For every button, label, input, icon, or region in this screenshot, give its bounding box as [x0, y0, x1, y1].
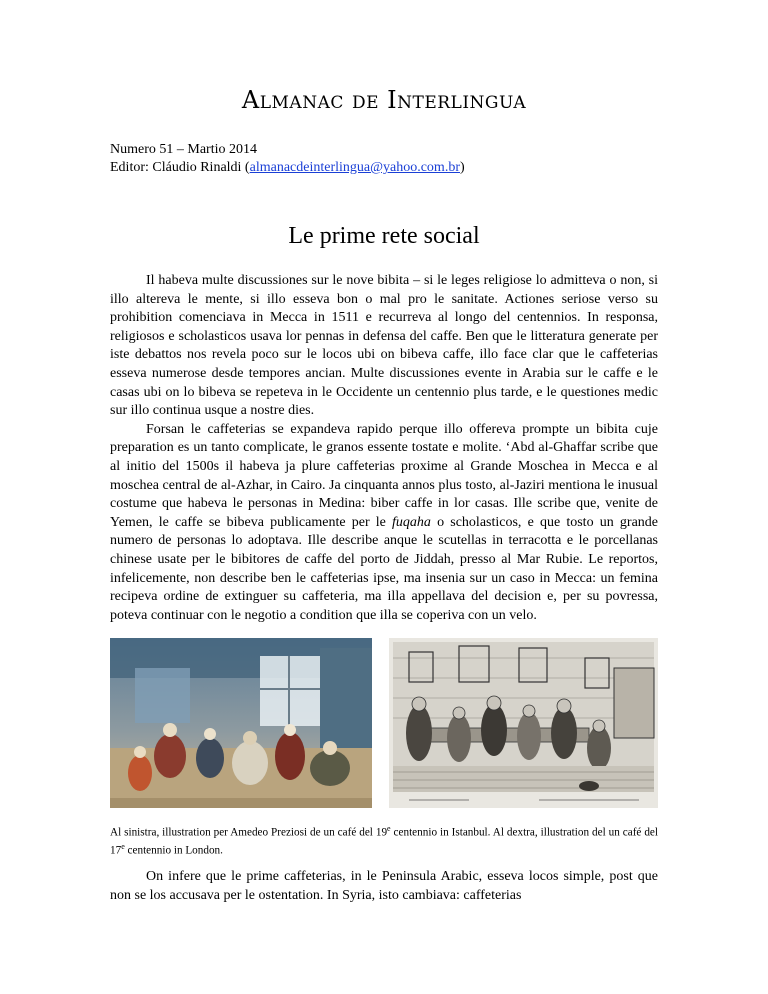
paragraph: On infere que le prime caffeterias, in le Peninsula Arabic, esseva locos simple, post que non se los accusava per le ostentation. In Syria, isto cambiava: caffeterias — [110, 869, 658, 903]
editor-email-link[interactable]: almanacdeinterlingua@yahoo.com.br — [249, 160, 460, 175]
london-cafe-engraving — [389, 638, 658, 808]
istanbul-cafe-illustration — [110, 638, 372, 808]
editor-line — [110, 159, 465, 177]
article-title: Le prime rete social — [288, 223, 480, 249]
caption-text: Al sinistra, illustration per Amedeo Preziosi de un café del 19 — [110, 826, 388, 839]
caption-text: centennio in Istanbul. Al dextra, illustration del un café del 17 — [110, 826, 658, 857]
paragraph — [110, 421, 658, 626]
paragraph-text: Forsan le caffeterias se expandeva rapido perque illo offereva prompte un bibita cuje preparation es un tanto complicate, le granos essente tostate e molite. ‘Abd al-Ghaffar scribe que al initio del 1500s il habeva ja plure caffeterias proxime al Grande Moschea in Mecca e al moschea central de al-Azhar, in Cairo. Ja cinquanta annos plus tosto, al-Jaziri mentiona le inusual costume que habeva le personas in Medina: biber caffe in lor casas. Ille scribe que, venite de Yemen, le caffe se bibeva publicamente per le — [110, 421, 658, 530]
caption-superscript: e — [387, 824, 391, 833]
illustrations — [110, 638, 658, 808]
caption-superscript: e — [121, 841, 125, 851]
editor-suffix: ) — [459, 160, 465, 175]
caption-text: centennio in London. — [124, 844, 223, 857]
issue-meta — [110, 141, 465, 177]
article-body-continued — [110, 868, 658, 905]
paragraph: Il habeva multe discussiones sur le nove bibita – si le leges religiose lo admitteva o non, si illo altereva le mente, si illo esseva bon o mal pro le sanitate. Actiones seriose verso su prohibition comenciava in Mecca in 1511 e recurreva al longo del centennios. In responsa, religiosos e scholasticos usava lor pennas in defensa del caffe. Ben que le litteratura generate per iste debattos nos revela poco sur le locos ubi on bibeva caffe, illo face clar que le caffeterias esseva numerose desde tempores ancian. Multe discussiones evente in Arabia sur le caffe e le casas ubi on lo bibeva se repeteva in le Occidente un centennio plus tarde, e le questiones medic sur illo continua usque a nostre dies. — [110, 273, 658, 419]
italic-term: fuqaha — [392, 514, 431, 530]
figure-caption — [110, 822, 658, 857]
editor-prefix: Editor: Cláudio Rinaldi ( — [110, 160, 250, 175]
issue-line: Numero 51 – Martio 2014 — [110, 142, 257, 157]
paragraph-text: o scholasticos, e que tosto un grande numero de personas lo adoptava. Ille describe anque le scutellas in terracotta e le porcellanas chinese usate per le bibitores de caffe del porto de Jiddah, presso al Mar Rubie. Le reportos, infelicemente, non describe ben le caffeterias ipse, ma insenia sur un caso in Mecca: un femina recipeva ordine de extinguer su caffeteria, ma illa appellava del decision e, per su povressa, poteva continuar con le negotio a condition que illa se coperiva con un velo. — [110, 514, 658, 623]
article-body — [110, 272, 658, 625]
masthead: Almanac de Interlingua — [241, 86, 527, 114]
